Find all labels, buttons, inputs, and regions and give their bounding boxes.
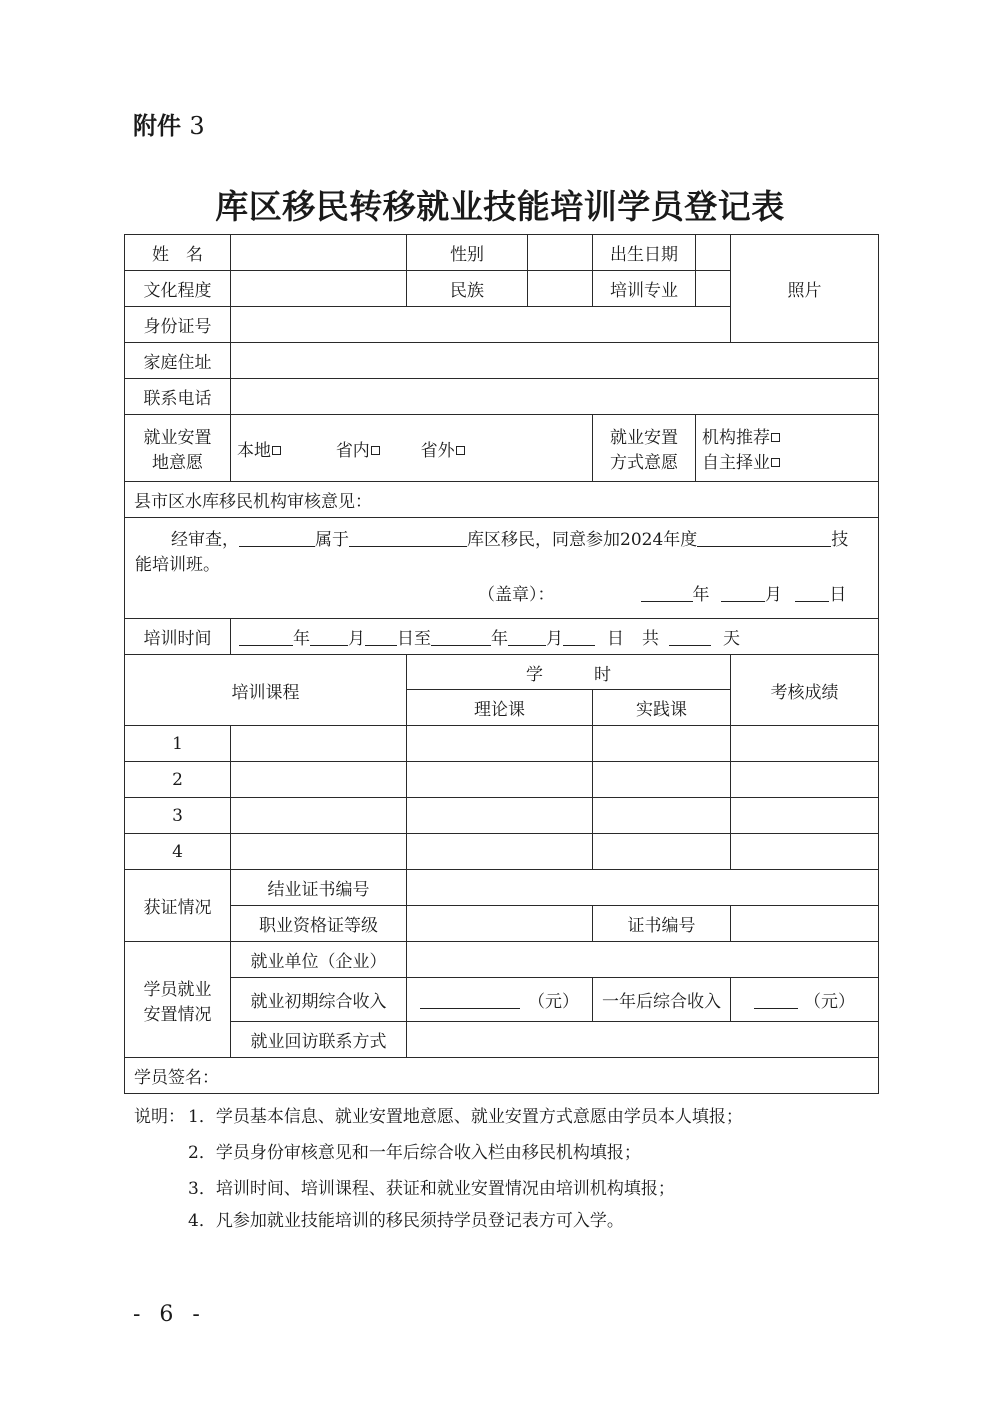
seal-day-blank[interactable] (795, 583, 829, 602)
id-number-label: 身份证号 (125, 307, 231, 343)
attachment-label: 附件 3 (133, 111, 205, 140)
gender-field[interactable] (528, 235, 593, 271)
course-header: 培训课程 (125, 655, 407, 726)
followup-contact-field[interactable] (407, 1022, 879, 1058)
checkbox-icon[interactable] (771, 433, 780, 442)
graduation-cert-label: 结业证书编号 (231, 870, 407, 906)
one-year-income-blank[interactable] (754, 990, 798, 1009)
theory-hours-cell[interactable] (407, 762, 593, 798)
photo-box: 照片 (731, 235, 879, 343)
course-row-number: 1 (125, 726, 231, 762)
review-heading: 县市区水库移民机构审核意见： (125, 482, 879, 518)
theory-hours-cell[interactable] (407, 798, 593, 834)
followup-contact-label: 就业回访联系方式 (231, 1022, 407, 1058)
score-cell[interactable] (731, 834, 879, 870)
phone-field[interactable] (231, 379, 879, 415)
placement-area-options (231, 415, 593, 482)
training-period-label: 培训时间 (125, 619, 231, 655)
employer-field[interactable] (407, 942, 879, 978)
gender-label: 性别 (407, 235, 528, 271)
practice-hours-cell[interactable] (593, 762, 731, 798)
start-day-blank[interactable] (365, 627, 397, 646)
course-name-cell[interactable] (231, 726, 407, 762)
start-month-blank[interactable] (310, 627, 348, 646)
one-year-income-label: 一年后综合收入 (593, 978, 731, 1022)
education-label: 文化程度 (125, 271, 231, 307)
review-line-2: 能培训班。 (135, 555, 220, 575)
certificate-number-label: 证书编号 (593, 906, 731, 942)
training-major-label: 培训专业 (593, 271, 696, 307)
end-year-blank[interactable] (431, 627, 491, 646)
reviewer-blank[interactable] (239, 528, 315, 547)
seal-year-blank[interactable] (641, 583, 693, 602)
education-field[interactable] (231, 271, 407, 307)
score-cell[interactable] (731, 762, 879, 798)
note-prefix: 说明： (134, 1107, 185, 1127)
name-label: 姓 名 (125, 235, 231, 271)
employer-label: 就业单位（企业） (231, 942, 407, 978)
form-title: 库区移民转移就业技能培训学员登记表 (215, 187, 785, 226)
score-header: 考核成绩 (731, 655, 879, 726)
theory-hours-cell[interactable] (407, 834, 593, 870)
practice-hours-cell[interactable] (593, 726, 731, 762)
checkbox-icon[interactable] (771, 458, 780, 467)
note-item: 1．学员基本信息、就业安置地意愿、就业安置方式意愿由学员本人填报； (188, 1107, 743, 1127)
checkbox-icon[interactable] (371, 446, 380, 455)
practice-hours-cell[interactable] (593, 798, 731, 834)
option-local[interactable]: 本地 (237, 441, 281, 461)
checkbox-icon[interactable] (272, 446, 281, 455)
theory-hours-cell[interactable] (407, 726, 593, 762)
course-name-cell[interactable] (231, 834, 407, 870)
seal-month-blank[interactable] (721, 583, 765, 602)
training-major-field[interactable] (696, 271, 731, 307)
start-year-blank[interactable] (239, 627, 293, 646)
course-row-number: 3 (125, 798, 231, 834)
one-year-income-field: （元） (731, 978, 879, 1022)
checkbox-icon[interactable] (456, 446, 465, 455)
training-period-field: 年 月 日至 年 月 日 共 天 (231, 619, 879, 655)
placement-area-label: 就业安置 地意愿 (125, 415, 231, 482)
name-field[interactable] (231, 235, 407, 271)
note-item: 4．凡参加就业技能培训的移民须持学员登记表方可入学。 (188, 1211, 624, 1231)
total-days-blank[interactable] (669, 627, 711, 646)
employment-section-label: 学员就业 安置情况 (125, 942, 231, 1058)
student-signature: 学员签名： (125, 1058, 879, 1094)
course-row-number: 2 (125, 762, 231, 798)
score-cell[interactable] (731, 798, 879, 834)
option-agency-recommend[interactable]: 机构推荐 (702, 423, 872, 448)
option-in-province[interactable]: 省内 (336, 441, 380, 461)
theory-header: 理论课 (407, 690, 593, 726)
birth-date-label: 出生日期 (593, 235, 696, 271)
option-out-province[interactable]: 省外 (421, 441, 465, 461)
review-opinion-cell: 经审查， 属于 库区移民，同意参加2024年度 技 能培训班。 （盖章）： 年 月 日 (125, 518, 879, 619)
page-number: - 6 - (133, 1302, 206, 1327)
practice-hours-cell[interactable] (593, 834, 731, 870)
end-day-blank[interactable] (563, 627, 595, 646)
placement-mode-options (696, 415, 879, 482)
address-field[interactable] (231, 343, 879, 379)
course-name-cell[interactable] (231, 762, 407, 798)
id-number-field[interactable] (231, 307, 731, 343)
initial-income-blank[interactable] (420, 990, 520, 1009)
registration-form-table (124, 234, 879, 1094)
phone-label: 联系电话 (125, 379, 231, 415)
course-row-number: 4 (125, 834, 231, 870)
end-month-blank[interactable] (508, 627, 546, 646)
score-cell[interactable] (731, 726, 879, 762)
seal-label: （盖章）： (478, 585, 555, 605)
ethnicity-field[interactable] (528, 271, 593, 307)
practice-header: 实践课 (593, 690, 731, 726)
certificate-section-label: 获证情况 (125, 870, 231, 942)
note-item: 3．培训时间、培训课程、获证和就业安置情况由培训机构填报； (188, 1179, 675, 1199)
course-name-cell[interactable] (231, 798, 407, 834)
initial-income-field: （元） (407, 978, 593, 1022)
hours-header: 学 时 (407, 655, 731, 690)
placement-mode-label: 就业安置 方式意愿 (593, 415, 696, 482)
graduation-cert-field[interactable] (407, 870, 879, 906)
qualification-level-field[interactable] (407, 906, 593, 942)
note-item: 2．学员身份审核意见和一年后综合收入栏由移民机构填报； (188, 1143, 641, 1163)
address-label: 家庭住址 (125, 343, 231, 379)
option-self-employment[interactable]: 自主择业 (702, 448, 872, 473)
ethnicity-label: 民族 (407, 271, 528, 307)
qualification-level-label: 职业资格证等级 (231, 906, 407, 942)
training-class-blank[interactable] (697, 528, 831, 547)
certificate-number-field[interactable] (731, 906, 879, 942)
initial-income-label: 就业初期综合收入 (231, 978, 407, 1022)
birth-date-field[interactable] (696, 235, 731, 271)
reservoir-name-blank[interactable] (349, 528, 467, 547)
